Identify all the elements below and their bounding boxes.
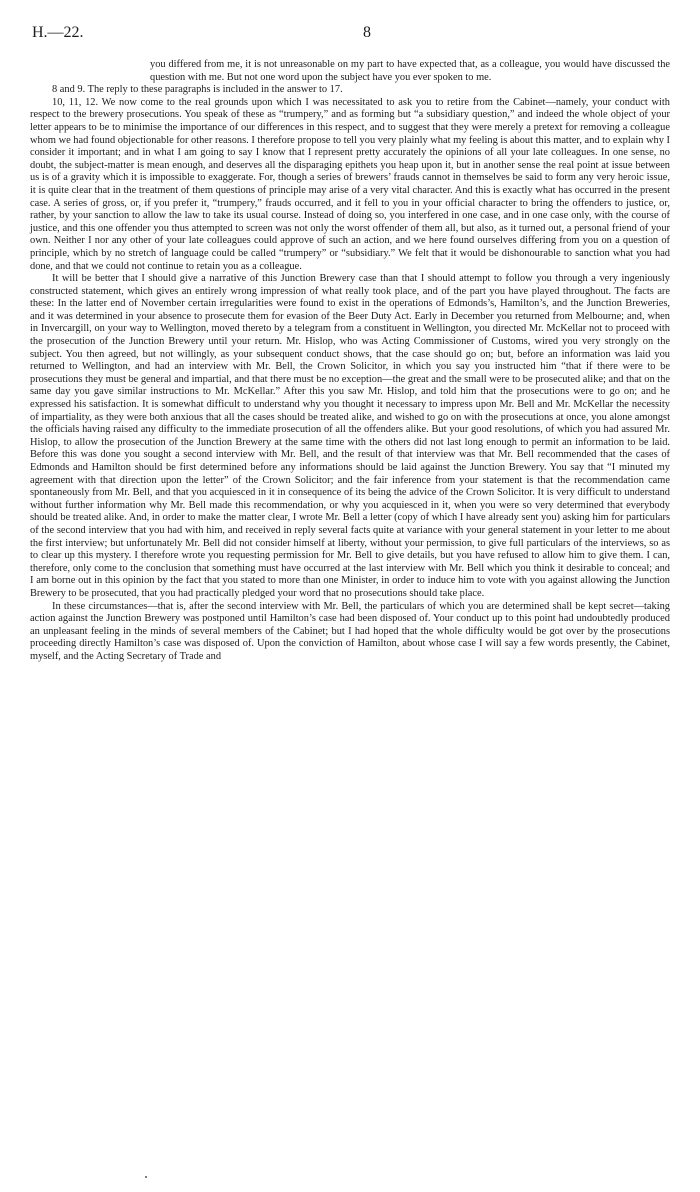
page-header bbox=[28, 24, 672, 46]
stray-mark bbox=[145, 1176, 147, 1178]
paragraph-10-11-12: 10, 11, 12. We now come to the real grounds upon which I was necessitated to ask you to retire from the Cabinet—namely, your conduct with respect to the brewery prosecutions. You speak of these as “trumpery,” and as forming but “a subsidiary question,” and indeed the whole object of your letter appears to be to minimise the importance of our differences in this respect, and to suggest that they were merely a pretext for removing a colleague whom we had found objectionable for other reasons. I therefore propose to tell you very plainly what my feeling is about this matter, and to explain why I consider it important; and in what I am going to say I know that I represent pretty accurately the opinions of all your late colleagues. In one sense, no doubt, the subject-matter is mean enough, and deserves all the disparaging epithets you heap upon it, but in another sense the real point at issue between us is of a gravity which it is impossible to exaggerate. For, though a series of brewers’ frauds cannot in themselves be said to form any very heroic issue, it is quite clear that in the treatment of them questions of principle may arise of a very vital character. And this is exactly what has occurred in the present case. A series of gross, or, if you prefer it, “trumpery,” frauds occurred, and it fell to you in your official character to bring the offenders to justice, or, rather, by your sanction to allow the law to take its usual course. Instead of doing so, you interfered in one case, and in one case only, with the course of justice, and this one offender you thus attempted to screen was not only the worst offender of them all, but also, as it turned out, a personal friend of your own. Neither I nor any other of your late colleagues could approve of such an action, and we here found ourselves differing from you on a question of principle, which by no stretch of language could be called “trumpery” or “subsidiary.” We felt that it would be dishonourable to sanction what you had done, and that we could not continue to retain you as a colleague. bbox=[30, 96, 670, 272]
paragraph-circumstances: In these circumstances—that is, after the second interview with Mr. Bell, the particulars of which you are determined shall be kept secret—taking action against the Junction Brewery was postponed until Hamilton’s case had been disposed of. Your conduct up to this point had undoubtedly produced an unpleasant feeling in the minds of several members of the Cabinet; but I had hoped that the whole difficulty would be got over by the prosecutions proceeding directly Hamilton’s case was disposed of. Upon the conviction of Hamilton, about whose case I will say a few words presently, the Cabinet, myself, and the Acting Secretary of Trade and bbox=[30, 600, 670, 662]
page-number: 8 bbox=[363, 24, 371, 41]
body-text bbox=[30, 59, 670, 664]
paragraph-junction-brewery-narrative: It will be better that I should give a narrative of this Junction Brewery case than that I should attempt to follow you through a very ingeniously constructed statement, which gives an entirely wrong impression of what really took place, and of the part you have played throughout. The facts are these: In the latter end of November certain irregularities were found to exist in the operations of Edmonds’s, Hamilton’s, and the Junction Breweries, and it was determined in your absence to prosecute them for evasion of the Beer Duty Act. Early in December you returned from Melbourne; and, when in Invercargill, on your way to Wellington, moved thereto by a telegram from a constituent in Wellington, you directed Mr. McKellar not to proceed with the prosecution of the Junction Brewery until your return. Mr. Hislop, who was Acting Commissioner of Customs, wired you very strongly on the subject. You then agreed, but not willingly, as your subsequent conduct shows, that the case should go on; but, before an information was laid you returned to Wellington, and had an interview with Mr. Bell, the Crown Solicitor, in which you say you instructed him “that if there were to be prosecutions they must be general and impartial, and that there must be no exception—the great and the small were to be prosecuted alike; and that on the same day you gave similar instructions to Mr. McKellar.” After this you saw Mr. Hislop, and told him that the prosecutions were to go on; and he expressed his satisfaction. It is somewhat difficult to understand why you thought it necessary to impress upon Mr. Bell and Mr. McKellar the necessity of impartiality, as they were both anxious that all the cases should be treated alike, and wished to go on with the prosecutions at once, you alone amongst the officials having raised any difficulty to the immediate prosecution of all the offenders alike. But your good resolutions, of which you had assured Mr. Hislop, to allow the prosecution of the Junction Brewery at the same time with the others did not last long enough to permit an information to be laid. Before this was done you sought a second interview with Mr. Bell, and the result of that interview was that Mr. Bell recommended that the cases of Edmonds and Hamilton should be first determined before any informations should be laid against the Junction Brewery. You say that “I minuted my agreement with that direction upon the letter” of the Crown Solicitor; and the fair inference from your statement is that the recommendation came spontaneously from Mr. Bell, and that you acquiesced in it in consequence of its being the advice of the Crown Solicitor. It is very difficult to understand without further information why Mr. Bell made this recommendation, or why you acquiesced in it, when you were so very determined that everybody should be treated alike. And, in order to make the matter clear, I wrote Mr. Bell a letter (copy of which I have already sent you) asking him for particulars of the second interview that you had with him, and received in reply several facts quite at variance with your general statement in your letter to me about the first interview; but unfortunately Mr. Bell did not consider himself at liberty, without your permission, to give full particulars of the interviews, so as to clear up this mystery. I therefore wrote you requesting permission for Mr. Bell to give details, but you have refused to allow him to give them. I can, therefore, only come to the conclusion that something must have occurred at the last interview with Mr. Bell which you think it desirable to conceal; and I am borne out in this opinion by the fact that you stated to more than one Minister, in order to induce him to vote with you against allowing the Junction Brewery to be prosecuted, that you had practically pledged your word that no prosecutions should take place. bbox=[30, 273, 670, 599]
paragraph-continuation: you differed from me, it is not unreasonable on my part to have expected that, as a colleague, you would have discussed the question with me. But not one word upon the subject have you ever spoken to me. bbox=[150, 59, 670, 83]
document-reference: H.—22. bbox=[32, 24, 84, 41]
paragraph-8-and-9: 8 and 9. The reply to these paragraphs is included in the answer to 17. bbox=[52, 84, 343, 96]
